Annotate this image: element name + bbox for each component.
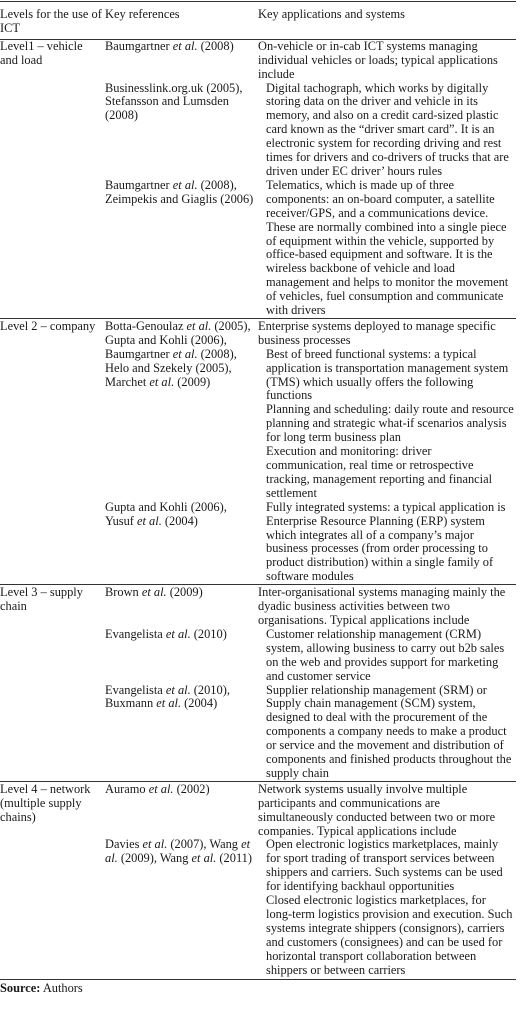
header-applications: Key applications and systems bbox=[258, 2, 516, 40]
application-subtext: Planning and scheduling: daily route and resource planning and strategic what-if scenarios analysis for long term business plan bbox=[266, 402, 514, 445]
application-text: Supplier relationship management (SRM) or Supply chain management (SCM) system, designed to deal with the procurement of the components a company needs to make a product or service and the movement and distribution of components and finished products throughout the supply chain bbox=[266, 682, 512, 780]
application-text: Enterprise systems deployed to manage specific business processes bbox=[258, 318, 496, 347]
application-text: Open electronic logistics marketplaces, mainly for sport trading of transport services between shippers and carriers. Such systems can be used for identifying backhaul opportunities bbox=[266, 837, 503, 894]
cell-references: Brown et al. (2009) bbox=[105, 585, 258, 628]
table-row bbox=[0, 501, 516, 585]
table-header bbox=[0, 2, 516, 40]
cell-level bbox=[0, 179, 105, 319]
application-subtext: Execution and monitoring: driver communication, real time or retrospective tracking, management reporting and financial settlement bbox=[266, 444, 493, 500]
cell-references: Evangelista et al. (2010) bbox=[105, 626, 227, 641]
cell-level bbox=[0, 501, 105, 585]
table-row bbox=[0, 82, 516, 179]
table-row bbox=[0, 684, 516, 782]
cell-references: Baumgartner et al. (2008) bbox=[105, 38, 234, 53]
cell-applications bbox=[258, 179, 516, 319]
application-subtext: Closed electronic logistics marketplaces, for long-term logistics provision and execution. Such systems integrate shippers (consignors), carriers and customers (consignees) and can be used for horizontal transport collaboration between shippers or between carriers bbox=[266, 893, 513, 977]
cell-applications bbox=[258, 82, 516, 179]
cell-applications bbox=[258, 838, 516, 979]
source-note bbox=[0, 982, 520, 996]
table-row bbox=[0, 39, 516, 81]
cell-level bbox=[0, 684, 105, 782]
table-row bbox=[0, 179, 516, 319]
cell-references: Auramo et al. (2002) bbox=[105, 781, 258, 838]
table-row bbox=[0, 628, 516, 684]
cell-applications bbox=[258, 501, 516, 585]
cell-applications bbox=[258, 585, 516, 628]
ict-levels-table bbox=[0, 1, 516, 980]
header-levels: Levels for the use of ICT bbox=[0, 2, 105, 40]
cell-references: Evangelista et al. (2010), Buxmann et al. (2004) bbox=[105, 682, 230, 711]
cell-references: Davies et al. (2007), Wang et al. (2009), Wang et al. (2011) bbox=[105, 838, 258, 979]
cell-applications bbox=[258, 781, 516, 838]
cell-references: Businesslink.org.uk (2005), Stefansson and Lumsden (2008) bbox=[105, 80, 243, 123]
cell-applications bbox=[258, 684, 516, 782]
application-text: Digital tachograph, which works by digitally storing data on the driver and vehicle in its memory, and also on a credit card-sized plastic card known as the “driver smart card”. It is an electronic system for recording driving and rest times for drivers and co-drivers of trucks that are driven under EC driver’ hours rules bbox=[266, 80, 509, 178]
cell-level bbox=[0, 628, 105, 684]
cell-level: Level1 – vehicle and load bbox=[0, 38, 83, 67]
cell-level bbox=[0, 82, 105, 179]
application-subtext: Best of breed functional systems: a typical application is transportation management system (TMS) which usually offers the following functions bbox=[266, 346, 509, 403]
table-body bbox=[0, 39, 516, 979]
cell-level: Level 4 – network (multiple supply chains) bbox=[0, 781, 105, 838]
application-text: On-vehicle or in-cab ICT systems managing individual vehicles or loads; typical applications include bbox=[258, 38, 498, 81]
table-row bbox=[0, 585, 516, 628]
cell-applications bbox=[258, 628, 516, 684]
cell-references: Baumgartner et al. (2008), Zeimpekis and Giaglis (2006) bbox=[105, 177, 254, 206]
cell-level bbox=[0, 838, 105, 979]
application-text: Customer relationship management (CRM) system, allowing business to carry out b2b sales on the web and provides support for marketing and customer service bbox=[266, 626, 505, 683]
source-label: Source: bbox=[0, 980, 41, 995]
cell-applications bbox=[258, 39, 516, 81]
table-row bbox=[0, 838, 516, 979]
cell-references: Botta-Genoulaz et al. (2005), Gupta and Kohli (2006), Baumgartner et al. (2008), Helo and Szekely (2005), Marchet et al. (2009) bbox=[105, 318, 258, 500]
cell-applications bbox=[258, 318, 516, 500]
application-text: Telematics, which is made up of three components: an on-board computer, a satellite receiver/GPS, and a communications device. These are normally combined into a single piece of equipment within the vehicle, supported by office-based equipment and software. It is the wireless backbone of vehicle and load management and helps to monitor the movement of vehicles, fuel consumption and communicate with drivers bbox=[266, 177, 509, 318]
cell-references: Gupta and Kohli (2006), Yusuf et al. (2004) bbox=[105, 499, 227, 528]
application-text: Inter-organisational systems managing mainly the dyadic business activities between two organisations. Typical applications include bbox=[258, 585, 506, 627]
table-row bbox=[0, 781, 516, 838]
header-references: Key references bbox=[105, 2, 258, 40]
source-text: Authors bbox=[42, 980, 83, 995]
cell-level: Level 3 – supply chain bbox=[0, 585, 105, 628]
cell-level: Level 2 – company bbox=[0, 318, 105, 500]
table-row bbox=[0, 318, 516, 500]
application-text: Fully integrated systems: a typical application is Enterprise Resource Planning (ERP) system which integrates all of a company’s major business processes (from order processing to product distribution) within a single family of software modules bbox=[266, 499, 506, 584]
application-text: Network systems usually involve multiple participants and communications are simultaneously conducted between two or more companies. Typical applications include bbox=[258, 781, 496, 838]
